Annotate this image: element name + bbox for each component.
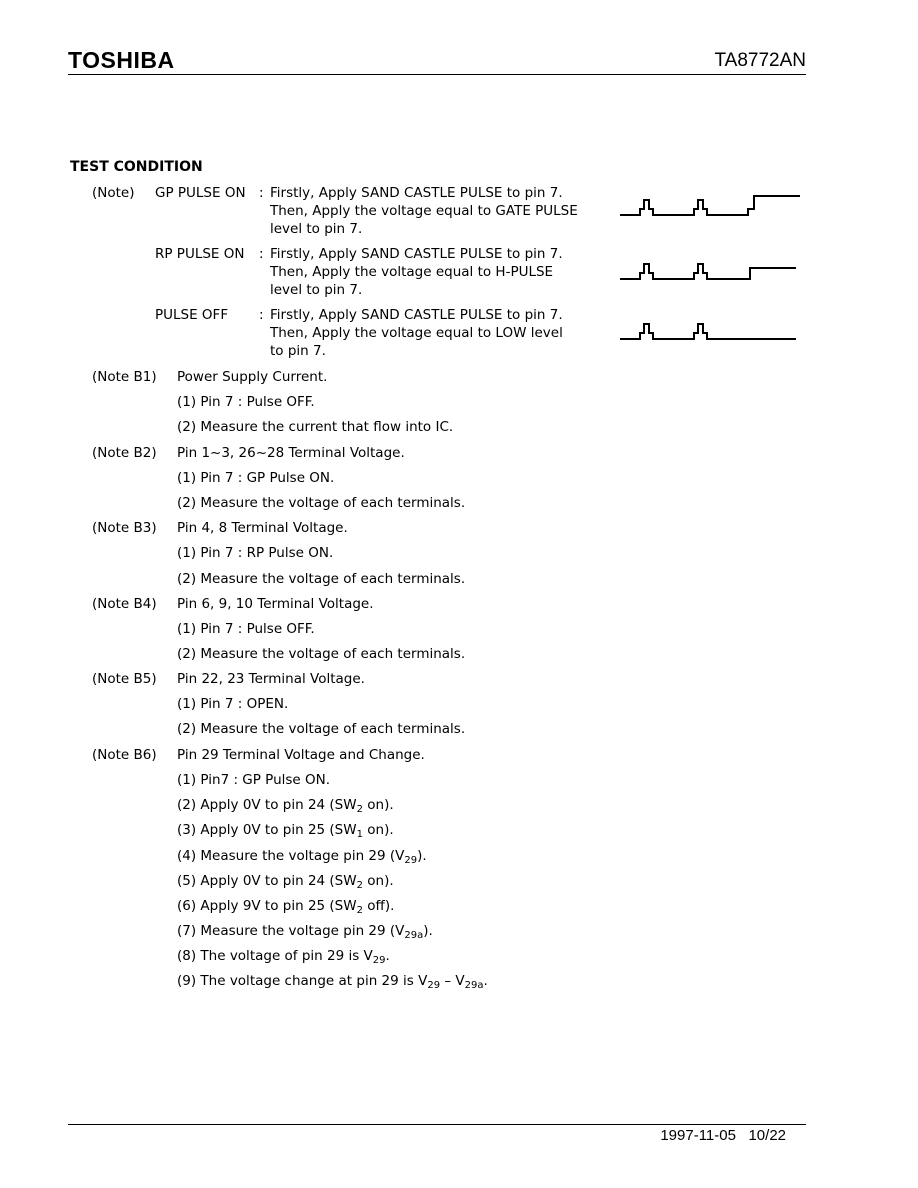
note-step: (8) The voltage of pin 29 is $V_{29}$. [177,948,390,966]
pulse-line: Then, Apply the voltage equal to LOW level [270,325,563,341]
pulse-line: Firstly, Apply SAND CASTLE PULSE to pin 7. [270,185,563,201]
pulse-colon: : [259,246,264,262]
note-step: (1) Pin7 : GP Pulse ON. [177,772,331,788]
note-step: (2) Measure the current that flow into IC. [177,419,454,435]
note-step: (1) Pin 7 : GP Pulse ON. [177,470,335,486]
pulse-name-off: PULSE OFF [155,307,229,323]
note-b5-label: (Note B5) [92,671,157,687]
note-b2-label: (Note B2) [92,445,157,461]
note-step: (3) Apply 0V to pin 25 ($SW_1$ on). [177,822,394,840]
note-step: (7) Measure the voltage pin 29 $(V_{29a})$. [177,923,433,941]
note-b3-label: (Note B3) [92,520,157,536]
pulse-colon: : [259,185,264,201]
note-b6-title: Pin 29 Terminal Voltage and Change. [177,747,425,763]
note-step: (1) Pin 7 : RP Pulse ON. [177,545,334,561]
pulse-line: Then, Apply the voltage equal to GATE PULSE [270,203,578,219]
note-b2-title: Pin 1~3, 26~28 Terminal Voltage. [177,445,405,461]
note-step: (9) The voltage change at pin 29 is $V_{29} - V_{29a}$. [177,973,488,991]
note-step: (2) Measure the voltage of each terminals. [177,646,466,662]
note-step: (1) Pin 7 : Pulse OFF. [177,394,315,410]
note-label: (Note) [92,185,135,201]
note-step: (2) Measure the voltage of each terminals. [177,721,466,737]
pulse-name-rp: RP PULSE ON [155,246,245,262]
note-step: (2) Apply 0V to pin 24 ($SW_2$ on). [177,797,394,815]
note-b1-label: (Note B1) [92,369,157,385]
note-step: (1) Pin 7 : OPEN. [177,696,289,712]
pulse-off-waveform [620,314,802,344]
pulse-line: Firstly, Apply SAND CASTLE PULSE to pin 7. [270,307,563,323]
note-b1-title: Power Supply Current. [177,369,328,385]
note-b5-title: Pin 22, 23 Terminal Voltage. [177,671,365,687]
note-step: (4) Measure the voltage pin 29 $(V_{29})$. [177,848,427,866]
rp-pulse-waveform [620,254,802,284]
footer-rule [68,1124,806,1125]
pulse-line: level to pin 7. [270,282,363,298]
note-b3-title: Pin 4, 8 Terminal Voltage. [177,520,348,536]
pulse-colon: : [259,307,264,323]
pulse-line: Firstly, Apply SAND CASTLE PULSE to pin 7. [270,246,563,262]
note-b4-label: (Note B4) [92,596,157,612]
pulse-line: level to pin 7. [270,221,363,237]
note-step: (6) Apply 9V to pin 25 ($SW_2$ off). [177,898,395,916]
part-number: TA8772AN [714,50,806,71]
note-step: (5) Apply 0V to pin 24 ($SW_2$ on). [177,873,394,891]
gp-pulse-waveform [620,190,802,220]
note-step: (2) Measure the voltage of each terminals. [177,495,466,511]
footer-date-page: 1997-11-05 10/22 [660,1127,786,1144]
pulse-name-gp: GP PULSE ON [155,185,246,201]
note-b4-title: Pin 6, 9, 10 Terminal Voltage. [177,596,374,612]
pulse-line: Then, Apply the voltage equal to H-PULSE [270,264,554,280]
note-step: (2) Measure the voltage of each terminals. [177,571,466,587]
note-b6-label: (Note B6) [92,747,157,763]
pulse-line: to pin 7. [270,343,326,359]
header-rule [68,74,806,75]
section-title: TEST CONDITION [70,159,203,175]
toshiba-logo: TOSHIBA [68,47,175,73]
note-step: (1) Pin 7 : Pulse OFF. [177,621,315,637]
